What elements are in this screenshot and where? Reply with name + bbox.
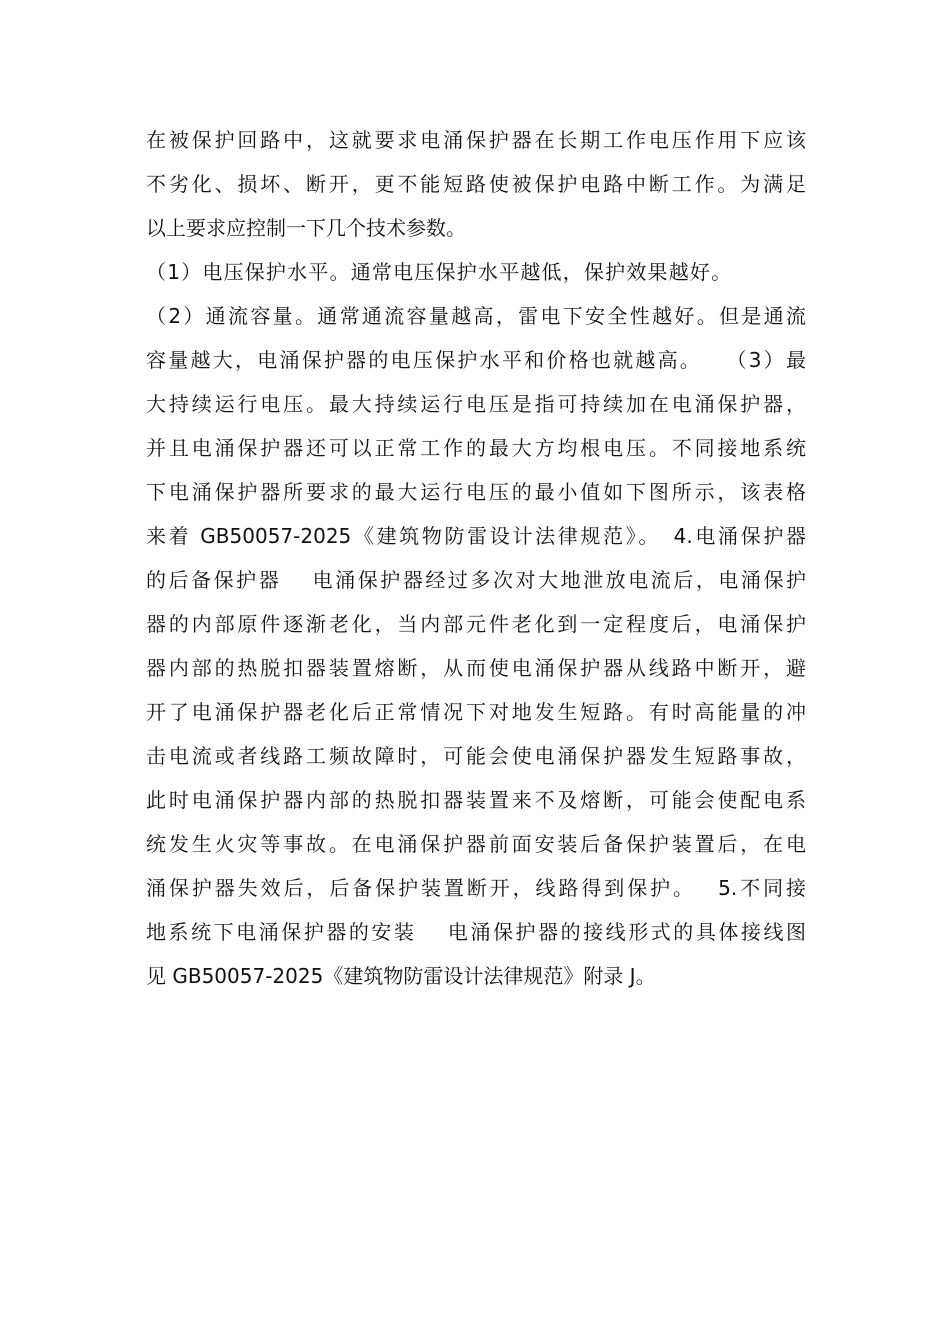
text-line: 此时电涌保护器内部的热脱扣器装置来不及熔断，可能会使配电系 (146, 788, 806, 812)
text-line: （1）电压保护水平。通常电压保护水平越低，保护效果越好。 (146, 260, 733, 284)
document-body (146, 118, 806, 998)
text-line: 统发生火灾等事故。在电涌保护器前面安装后备保护装置后，在电 (146, 832, 806, 856)
text-line: 击电流或者线路工频故障时，可能会使电涌保护器发生短路事故， (146, 744, 806, 768)
text-line: 的后备保护器 电涌保护器经过多次对大地泄放电流后，电涌保护 (146, 568, 806, 592)
text-line: 大持续运行电压。最大持续运行电压是指可持续加在电涌保护器， (146, 392, 806, 416)
text-line: 器的内部原件逐渐老化，当内部元件老化到一定程度后，电涌保护 (146, 612, 806, 636)
text-line: 涌保护器失效后，后备保护装置断开，线路得到保护。 5.不同接 (146, 876, 806, 900)
text-line: 器内部的热脱扣器装置熔断，从而使电涌保护器从线路中断开，避 (146, 656, 806, 680)
text-line: 在被保护回路中，这就要求电涌保护器在长期工作电压作用下应该 (146, 128, 806, 152)
text-line: 来着 GB50057-2025《建筑物防雷设计法律规范》。 4.电涌保护器 (146, 524, 806, 548)
text-line: 开了电涌保护器老化后正常情况下对地发生短路。有时高能量的冲 (146, 700, 806, 724)
text-line: 容量越大，电涌保护器的电压保护水平和价格也就越高。 （3）最 (146, 348, 806, 372)
text-line: 下电涌保护器所要求的最大运行电压的最小值如下图所示，该表格 (146, 480, 806, 504)
text-line: 地系统下电涌保护器的安装 电涌保护器的接线形式的具体接线图 (146, 920, 806, 944)
text-line: （2）通流容量。通常通流容量越高，雷电下安全性越好。但是通流 (146, 304, 806, 328)
text-line: 以上要求应控制一下几个技术参数。 (146, 216, 466, 240)
text-line: 见 GB50057-2025《建筑物防雷设计法律规范》附录 J。 (146, 964, 656, 988)
text-line: 不劣化、损坏、断开，更不能短路使被保护电路中断工作。为满足 (146, 172, 806, 196)
text-line: 并且电涌保护器还可以正常工作的最大方均根电压。不同接地系统 (146, 436, 806, 460)
